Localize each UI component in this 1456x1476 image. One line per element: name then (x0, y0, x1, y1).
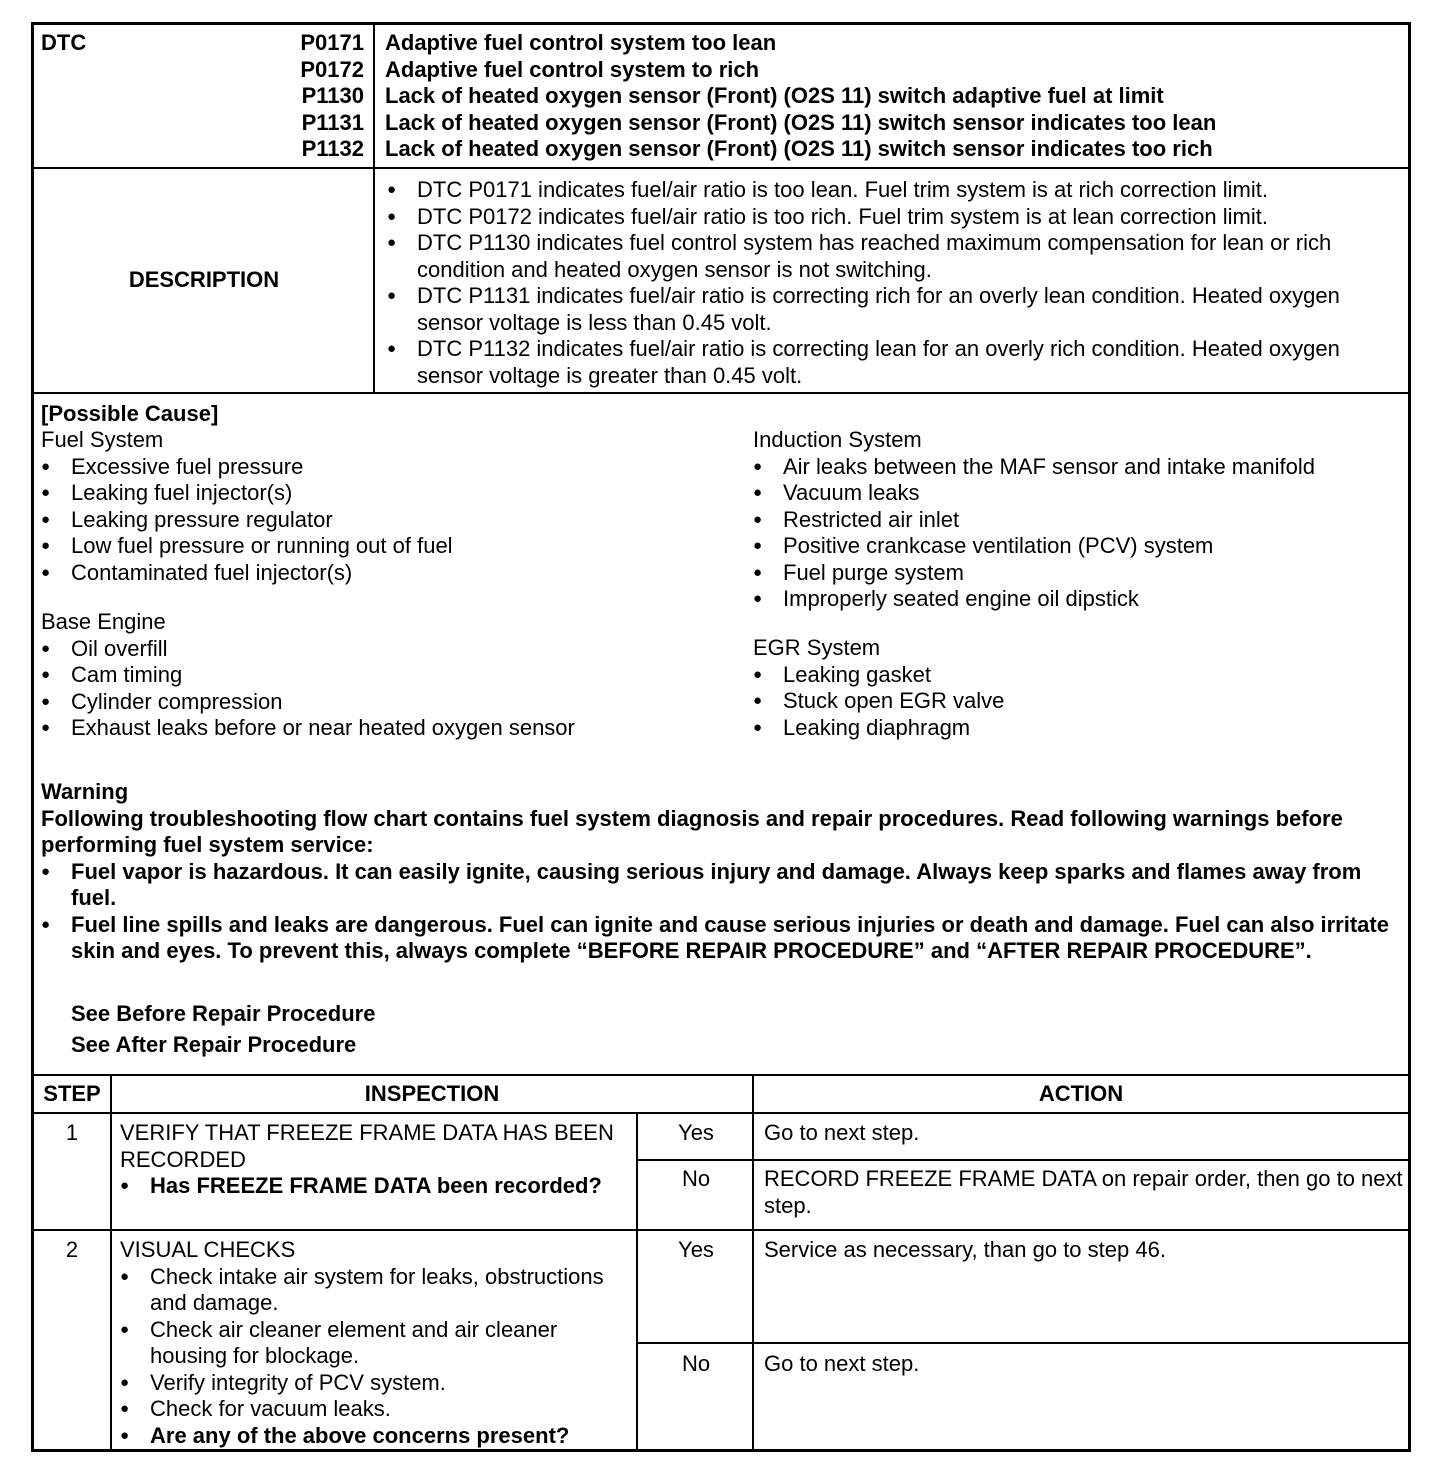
cause-item: ● Positive crankcase ventilation (PCV) system (753, 533, 1403, 560)
dtc-text-list (385, 30, 1405, 163)
dtc-code: P0172 (300, 56, 364, 82)
yes-label: Yes (678, 1237, 714, 1262)
see-before-repair-link[interactable]: See Before Repair Procedure (71, 1001, 376, 1026)
cause-item: ● Excessive fuel pressure (41, 454, 721, 481)
cause-item: ● Contaminated fuel injector(s) (41, 560, 721, 587)
description-item: ● DTC P1131 indicates fuel/air ratio is correcting rich for an overly lean condition. Heated oxygen sensor voltage is less than 0.45 volt. (387, 283, 1402, 336)
cause-item: ● Leaking diaphragm (753, 715, 1403, 742)
step-header: STEP (43, 1081, 101, 1106)
induction-system-group (753, 427, 1403, 613)
dtc-header-row (34, 25, 1408, 167)
action-header: ACTION (1038, 1081, 1124, 1106)
warning-title: Warning (41, 779, 129, 804)
possible-cause-section (34, 394, 1408, 1074)
warning-item: ● Fuel line spills and leaks are dangerous. Fuel can ignite and cause serious injuries or death and damage. Fuel can also irritate skin and eyes. To prevent this, always complete “BEFORE REPAIR PROCEDURE” and “AFTER REPAIR PROCEDURE”. (41, 912, 1403, 965)
cause-item: ● Cam timing (41, 662, 721, 689)
inspection-question: ● Are any of the above concerns present? (120, 1423, 630, 1450)
description-item: ● DTC P0172 indicates fuel/air ratio is too rich. Fuel trim system is at lean correction limit. (387, 204, 1402, 231)
egr-system-list (753, 662, 1403, 742)
description-item: ● DTC P1132 indicates fuel/air ratio is correcting lean for an overly rich condition. Heated oxygen sensor voltage is greater than 0.45 volt. (387, 336, 1402, 389)
description-list (387, 177, 1402, 389)
dtc-text: Adaptive fuel control system too lean (385, 30, 777, 55)
divider (752, 1074, 754, 1452)
inspection-item: ● Check intake air system for leaks, obstructions and damage. (120, 1264, 630, 1317)
step-number: 2 (65, 1237, 79, 1262)
possible-cause-heading: [Possible Cause] (41, 401, 219, 426)
fuel-system-list (41, 454, 721, 587)
dtc-text: Lack of heated oxygen sensor (Front) (O2S 11) switch adaptive fuel at limit (385, 83, 1164, 108)
cause-item: ● Restricted air inlet (753, 507, 1403, 534)
group-title: Induction System (753, 427, 922, 452)
no-label: No (681, 1351, 711, 1376)
inspection-list (120, 1264, 630, 1450)
cause-item: ● Stuck open EGR valve (753, 688, 1403, 715)
group-title: EGR System (753, 635, 881, 660)
inspection-item: ● Check air cleaner element and air cleaner housing for blockage. (120, 1317, 630, 1370)
inspection-item: ● Check for vacuum leaks. (120, 1396, 630, 1423)
divider (636, 1112, 638, 1452)
table-header-row (34, 1076, 1408, 1112)
inspection-cell (120, 1120, 630, 1200)
description-label: DESCRIPTION (128, 267, 280, 292)
yes-action: Go to next step. (764, 1120, 920, 1145)
description-item: ● DTC P1130 indicates fuel control system has reached maximum compensation for lean or rich condition and heated oxygen sensor is not switching. (387, 230, 1402, 283)
group-title: Base Engine (41, 609, 166, 634)
warning-intro: Following troubleshooting flow chart contains fuel system diagnosis and repair procedures. Read following warnings before performing fuel system service: (41, 805, 1343, 857)
divider (373, 25, 375, 393)
inspection-header: INSPECTION (364, 1081, 500, 1106)
cause-item: ● Air leaks between the MAF sensor and intake manifold (753, 454, 1403, 481)
divider (110, 1074, 112, 1452)
description-row (34, 169, 1408, 393)
dtc-text: Lack of heated oxygen sensor (Front) (O2S 11) switch sensor indicates too lean (385, 109, 1217, 135)
base-engine-list (41, 636, 721, 742)
warning-block (41, 779, 1403, 965)
dtc-code: P0171 (300, 30, 364, 55)
dtc-document (31, 22, 1411, 1452)
cause-item: ● Leaking gasket (753, 662, 1403, 689)
dtc-code: P1132 (301, 136, 364, 161)
inspection-title: VISUAL CHECKS (120, 1237, 296, 1262)
no-label: No (681, 1166, 711, 1191)
dtc-code-list (224, 30, 364, 163)
cause-item: ● Improperly seated engine oil dipstick (753, 586, 1403, 613)
fuel-system-group (41, 427, 721, 586)
dtc-code: P1130 (301, 83, 364, 108)
base-engine-group (41, 609, 721, 742)
inspection-question: ● Has FREEZE FRAME DATA been recorded? (120, 1173, 630, 1200)
warning-list (41, 859, 1403, 965)
inspection-list (120, 1173, 630, 1200)
cause-item: ● Fuel purge system (753, 560, 1403, 587)
dtc-code: P1131 (301, 109, 364, 135)
cause-item: ● Oil overfill (41, 636, 721, 663)
yes-action: Service as necessary, than go to step 46. (764, 1237, 1166, 1262)
inspection-cell (120, 1237, 630, 1449)
table-row (34, 1114, 1408, 1229)
dtc-text: Lack of heated oxygen sensor (Front) (O2S 11) switch sensor indicates too rich (385, 136, 1213, 161)
cause-item: ● Vacuum leaks (753, 480, 1403, 507)
inspection-item: ● Verify integrity of PCV system. (120, 1370, 630, 1397)
cause-item: ● Exhaust leaks before or near heated oxygen sensor (41, 715, 721, 742)
description-item: ● DTC P0171 indicates fuel/air ratio is too lean. Fuel trim system is at rich correction limit. (387, 177, 1402, 204)
induction-system-list (753, 454, 1403, 613)
dtc-label: DTC (41, 30, 87, 55)
step-number: 1 (65, 1120, 79, 1145)
cause-item: ● Cylinder compression (41, 689, 721, 716)
cause-item: ● Low fuel pressure or running out of fuel (41, 533, 721, 560)
cause-item: ● Leaking fuel injector(s) (41, 480, 721, 507)
dtc-text: Adaptive fuel control system to rich (385, 56, 760, 82)
yes-label: Yes (678, 1120, 714, 1145)
warning-item: ● Fuel vapor is hazardous. It can easily ignite, causing serious injury and damage. Always keep sparks and flames away from fuel. (41, 859, 1403, 912)
cause-item: ● Leaking pressure regulator (41, 507, 721, 534)
no-action: RECORD FREEZE FRAME DATA on repair order, then go to next step. (764, 1166, 1403, 1218)
inspection-title: VERIFY THAT FREEZE FRAME DATA HAS BEEN RECORDED (120, 1120, 614, 1172)
egr-system-group (753, 635, 1403, 741)
group-title: Fuel System (41, 427, 164, 452)
see-after-repair-link[interactable]: See After Repair Procedure (71, 1032, 357, 1057)
no-action: Go to next step. (764, 1351, 920, 1376)
